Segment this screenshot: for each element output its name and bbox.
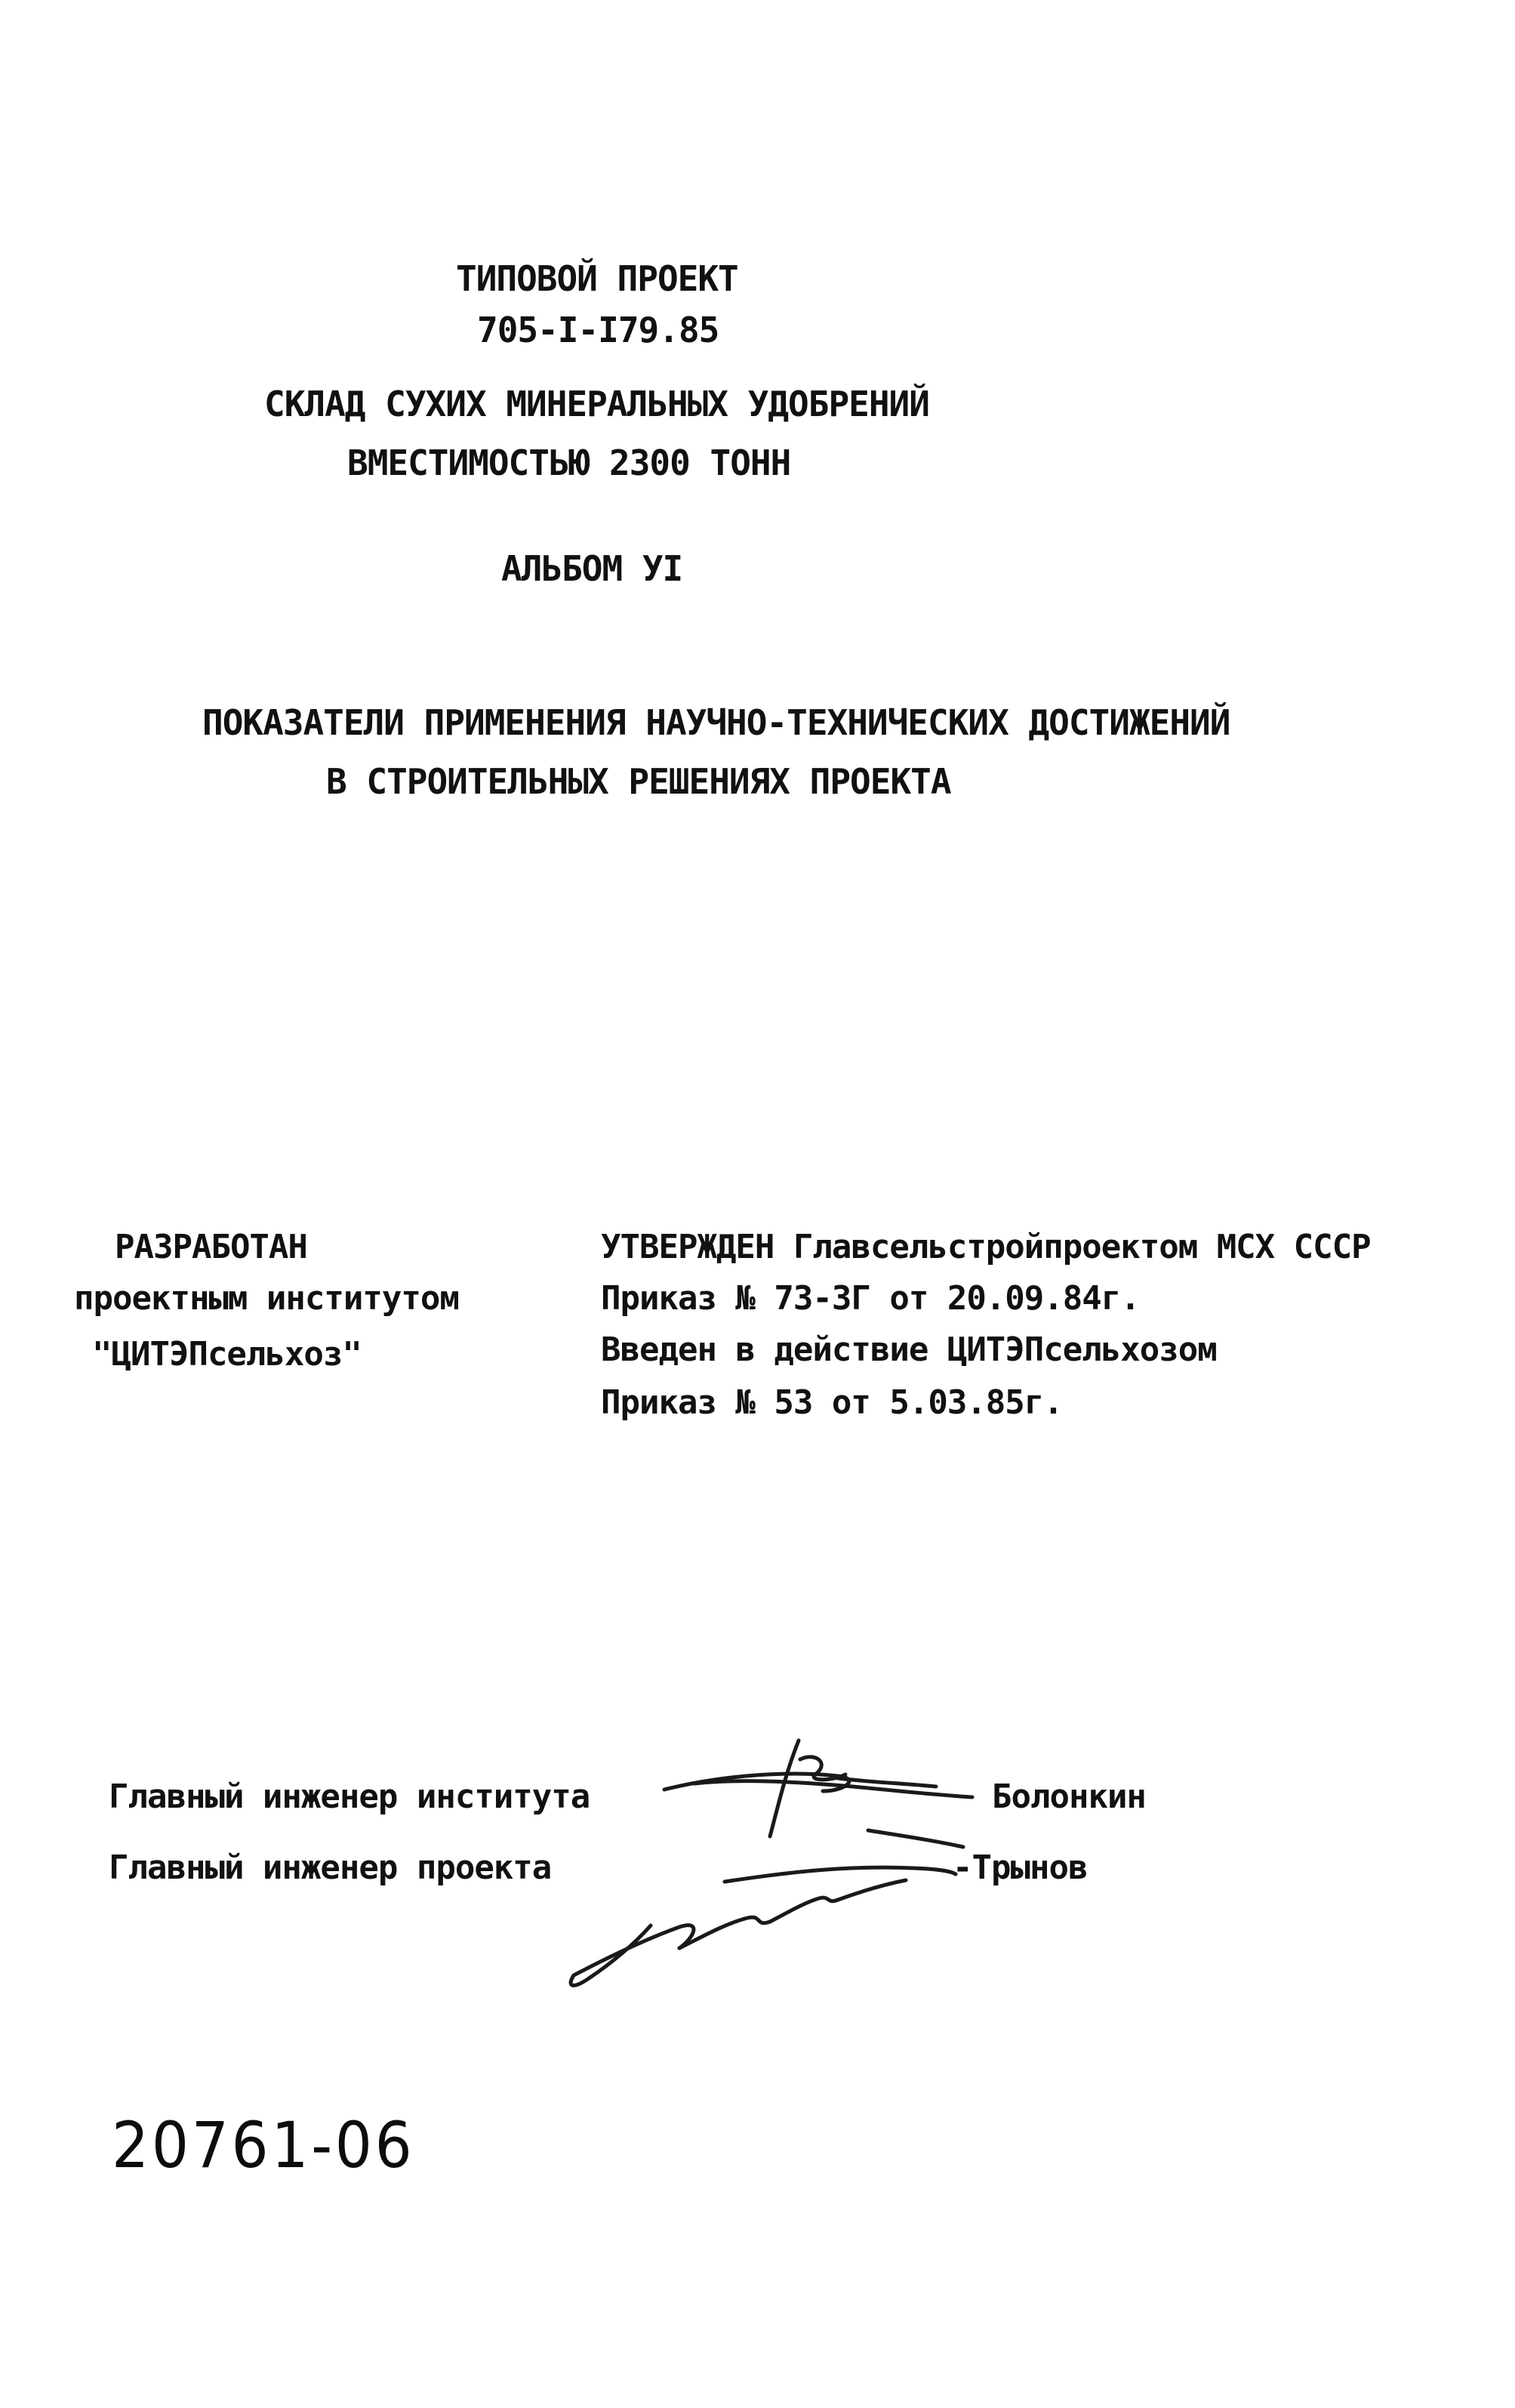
approval-line-3: Введен в действие ЦИТЭПсельхозом (601, 1330, 1217, 1369)
doc-type: ТИПОВОЙ ПРОЕКТ (456, 258, 738, 299)
project-number: 705-I-I79.85 (477, 310, 719, 350)
signature-project (571, 1830, 963, 1985)
subject-line-2: В СТРОИТЕЛЬНЫХ РЕШЕНИЯХ ПРОЕКТА (326, 761, 951, 802)
developer-institute-name: "ЦИТЭПсельхоз" (92, 1335, 362, 1374)
approval-line-1: УТВЕРЖДЕН Главсельстройпроектом МСХ СССР (601, 1228, 1371, 1266)
signature-institute (664, 1740, 972, 1836)
album-number: АЛЬБОМ УI (501, 548, 683, 589)
project-capacity: ВМЕСТИМОСТЬЮ 2300 ТОНН (347, 442, 791, 483)
chief-engineer-institute-name: Болонкин (992, 1777, 1146, 1816)
subject-line-1: ПОКАЗАТЕЛИ ПРИМЕНЕНИЯ НАУЧНО-ТЕХНИЧЕСКИХ ДОСТИЖЕНИЙ (202, 702, 1230, 743)
approval-line-4: Приказ № 53 от 5.03.85г. (601, 1383, 1063, 1422)
approval-line-2: Приказ № 73-ЗГ от 20.09.84г. (601, 1279, 1140, 1318)
inventory-number: 20761-06 (112, 2108, 415, 2182)
chief-engineer-institute-label: Главный инженер института (109, 1777, 590, 1816)
chief-engineer-project-label: Главный инженер проекта (109, 1848, 552, 1887)
chief-engineer-project-name: -Трынов (953, 1848, 1088, 1887)
project-name: СКЛАД СУХИХ МИНЕРАЛЬНЫХ УДОБРЕНИЙ (264, 384, 929, 424)
developer-heading: РАЗРАБОТАН (115, 1228, 307, 1266)
developer-institute-type: проектным институтом (74, 1279, 459, 1318)
